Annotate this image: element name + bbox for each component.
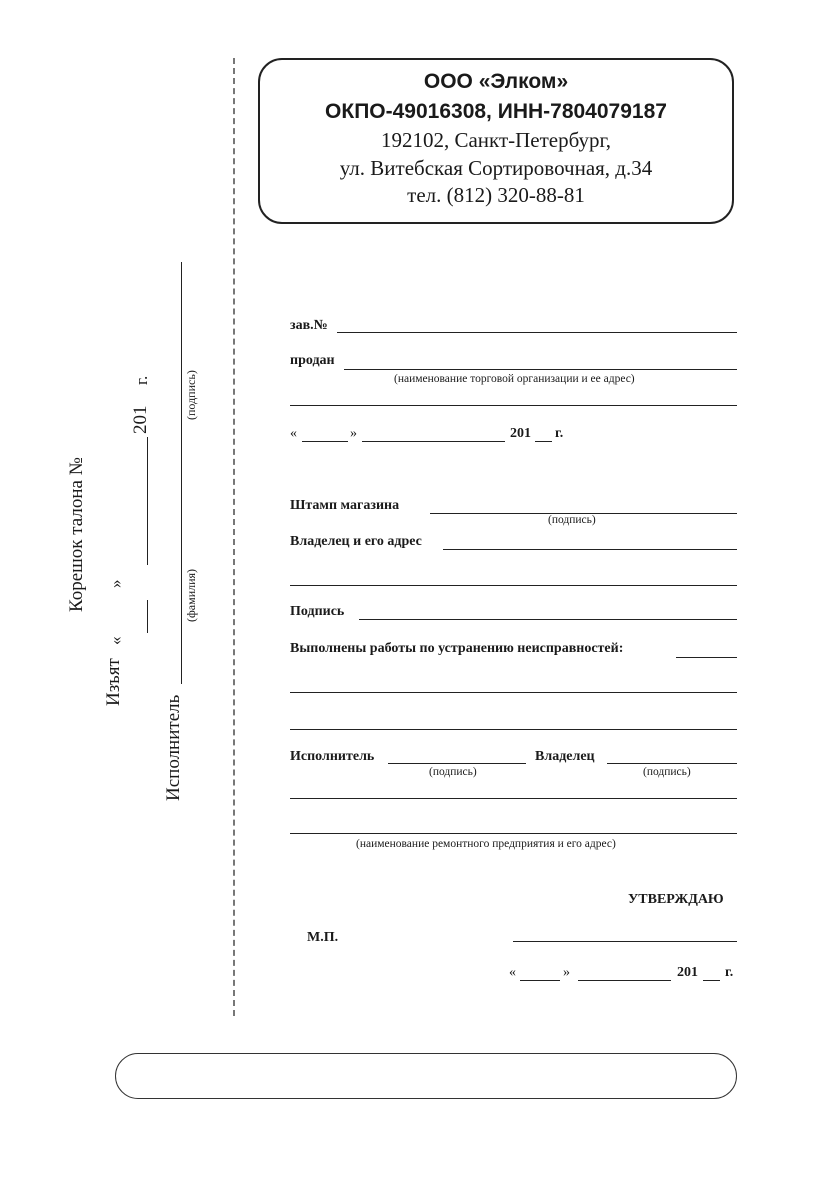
- date-year: 201: [510, 426, 531, 441]
- stub-year: 201: [130, 405, 151, 434]
- approve-sign-line[interactable]: [513, 941, 737, 942]
- works-line-2[interactable]: [290, 692, 737, 693]
- approve-year: 201: [677, 965, 698, 980]
- executor-label: Исполнитель: [290, 749, 375, 764]
- owner-address-line[interactable]: [443, 549, 737, 550]
- serial-input-line[interactable]: [337, 332, 737, 333]
- owner-caption: (подпись): [643, 766, 691, 778]
- company-street: ул. Витебская Сортировочная, д.34: [339, 156, 653, 180]
- stub-title: Корешок талона №: [66, 457, 87, 612]
- approve-suffix: г.: [725, 965, 734, 980]
- signature-line[interactable]: [359, 619, 737, 620]
- approve-label: УТВЕРЖДАЮ: [628, 892, 724, 907]
- stub-quote-close: »: [106, 579, 125, 588]
- approve-quote-close: »: [563, 965, 570, 980]
- stub-year-suffix: г.: [132, 375, 151, 385]
- stub-quote-open: «: [106, 636, 125, 645]
- approve-quote-open: «: [509, 965, 516, 980]
- owner-sign-line[interactable]: [607, 763, 737, 764]
- cut-line: [233, 58, 235, 1016]
- stub-executor-label: Исполнитель: [163, 694, 184, 801]
- signature-label: Подпись: [290, 604, 345, 619]
- date-quote-open: «: [290, 426, 297, 441]
- stub-executor-line: [181, 262, 182, 684]
- approve-day-line[interactable]: [520, 980, 560, 981]
- company-ids: ОКПО-49016308, ИНН-7804079187: [325, 100, 667, 123]
- date-suffix: г.: [555, 426, 564, 441]
- company-phone: тел. (812) 320-88-81: [407, 183, 585, 207]
- works-label: Выполнены работы по устранению неисправностей:: [290, 641, 624, 656]
- owner-label: Владелец и его адрес: [290, 534, 422, 549]
- approve-year-line[interactable]: [703, 980, 720, 981]
- owner-sign-label: Владелец: [535, 749, 595, 764]
- sold-caption: (наименование торговой организации и ее адрес): [394, 373, 635, 385]
- shop-signature-caption: (подпись): [548, 514, 596, 526]
- approve-month-line[interactable]: [578, 980, 671, 981]
- owner-address-line-2[interactable]: [290, 585, 737, 586]
- date-day-line[interactable]: [302, 441, 348, 442]
- serial-label: зав.№: [290, 318, 328, 333]
- date-month-line[interactable]: [362, 441, 505, 442]
- date-quote-close: »: [350, 426, 357, 441]
- repair-caption: (наименование ремонтного предприятия и его адрес): [356, 838, 616, 850]
- company-name: ООО «Элком»: [423, 70, 569, 93]
- sold-address-line[interactable]: [290, 405, 737, 406]
- repair-line-2[interactable]: [290, 833, 737, 834]
- stub-signature-caption: (подпись): [184, 370, 198, 420]
- stub-day-line: [147, 600, 148, 633]
- shop-stamp-label: Штамп магазина: [290, 498, 400, 513]
- bottom-box: [115, 1053, 737, 1099]
- stub-month-line: [147, 437, 148, 565]
- executor-caption: (подпись): [429, 766, 477, 778]
- sold-label: продан: [290, 353, 335, 368]
- stub-withdrawn-label: Изъят: [103, 658, 124, 706]
- executor-sign-line[interactable]: [388, 763, 526, 764]
- stub-surname-caption: (фамилия): [184, 568, 198, 622]
- date-year-line[interactable]: [535, 441, 552, 442]
- stamp-place: М.П.: [307, 930, 339, 945]
- repair-line-1[interactable]: [290, 798, 737, 799]
- sold-input-line[interactable]: [344, 369, 737, 370]
- works-line-3[interactable]: [290, 729, 737, 730]
- works-line-1[interactable]: [676, 657, 737, 658]
- company-city: 192102, Санкт-Петербург,: [380, 128, 612, 152]
